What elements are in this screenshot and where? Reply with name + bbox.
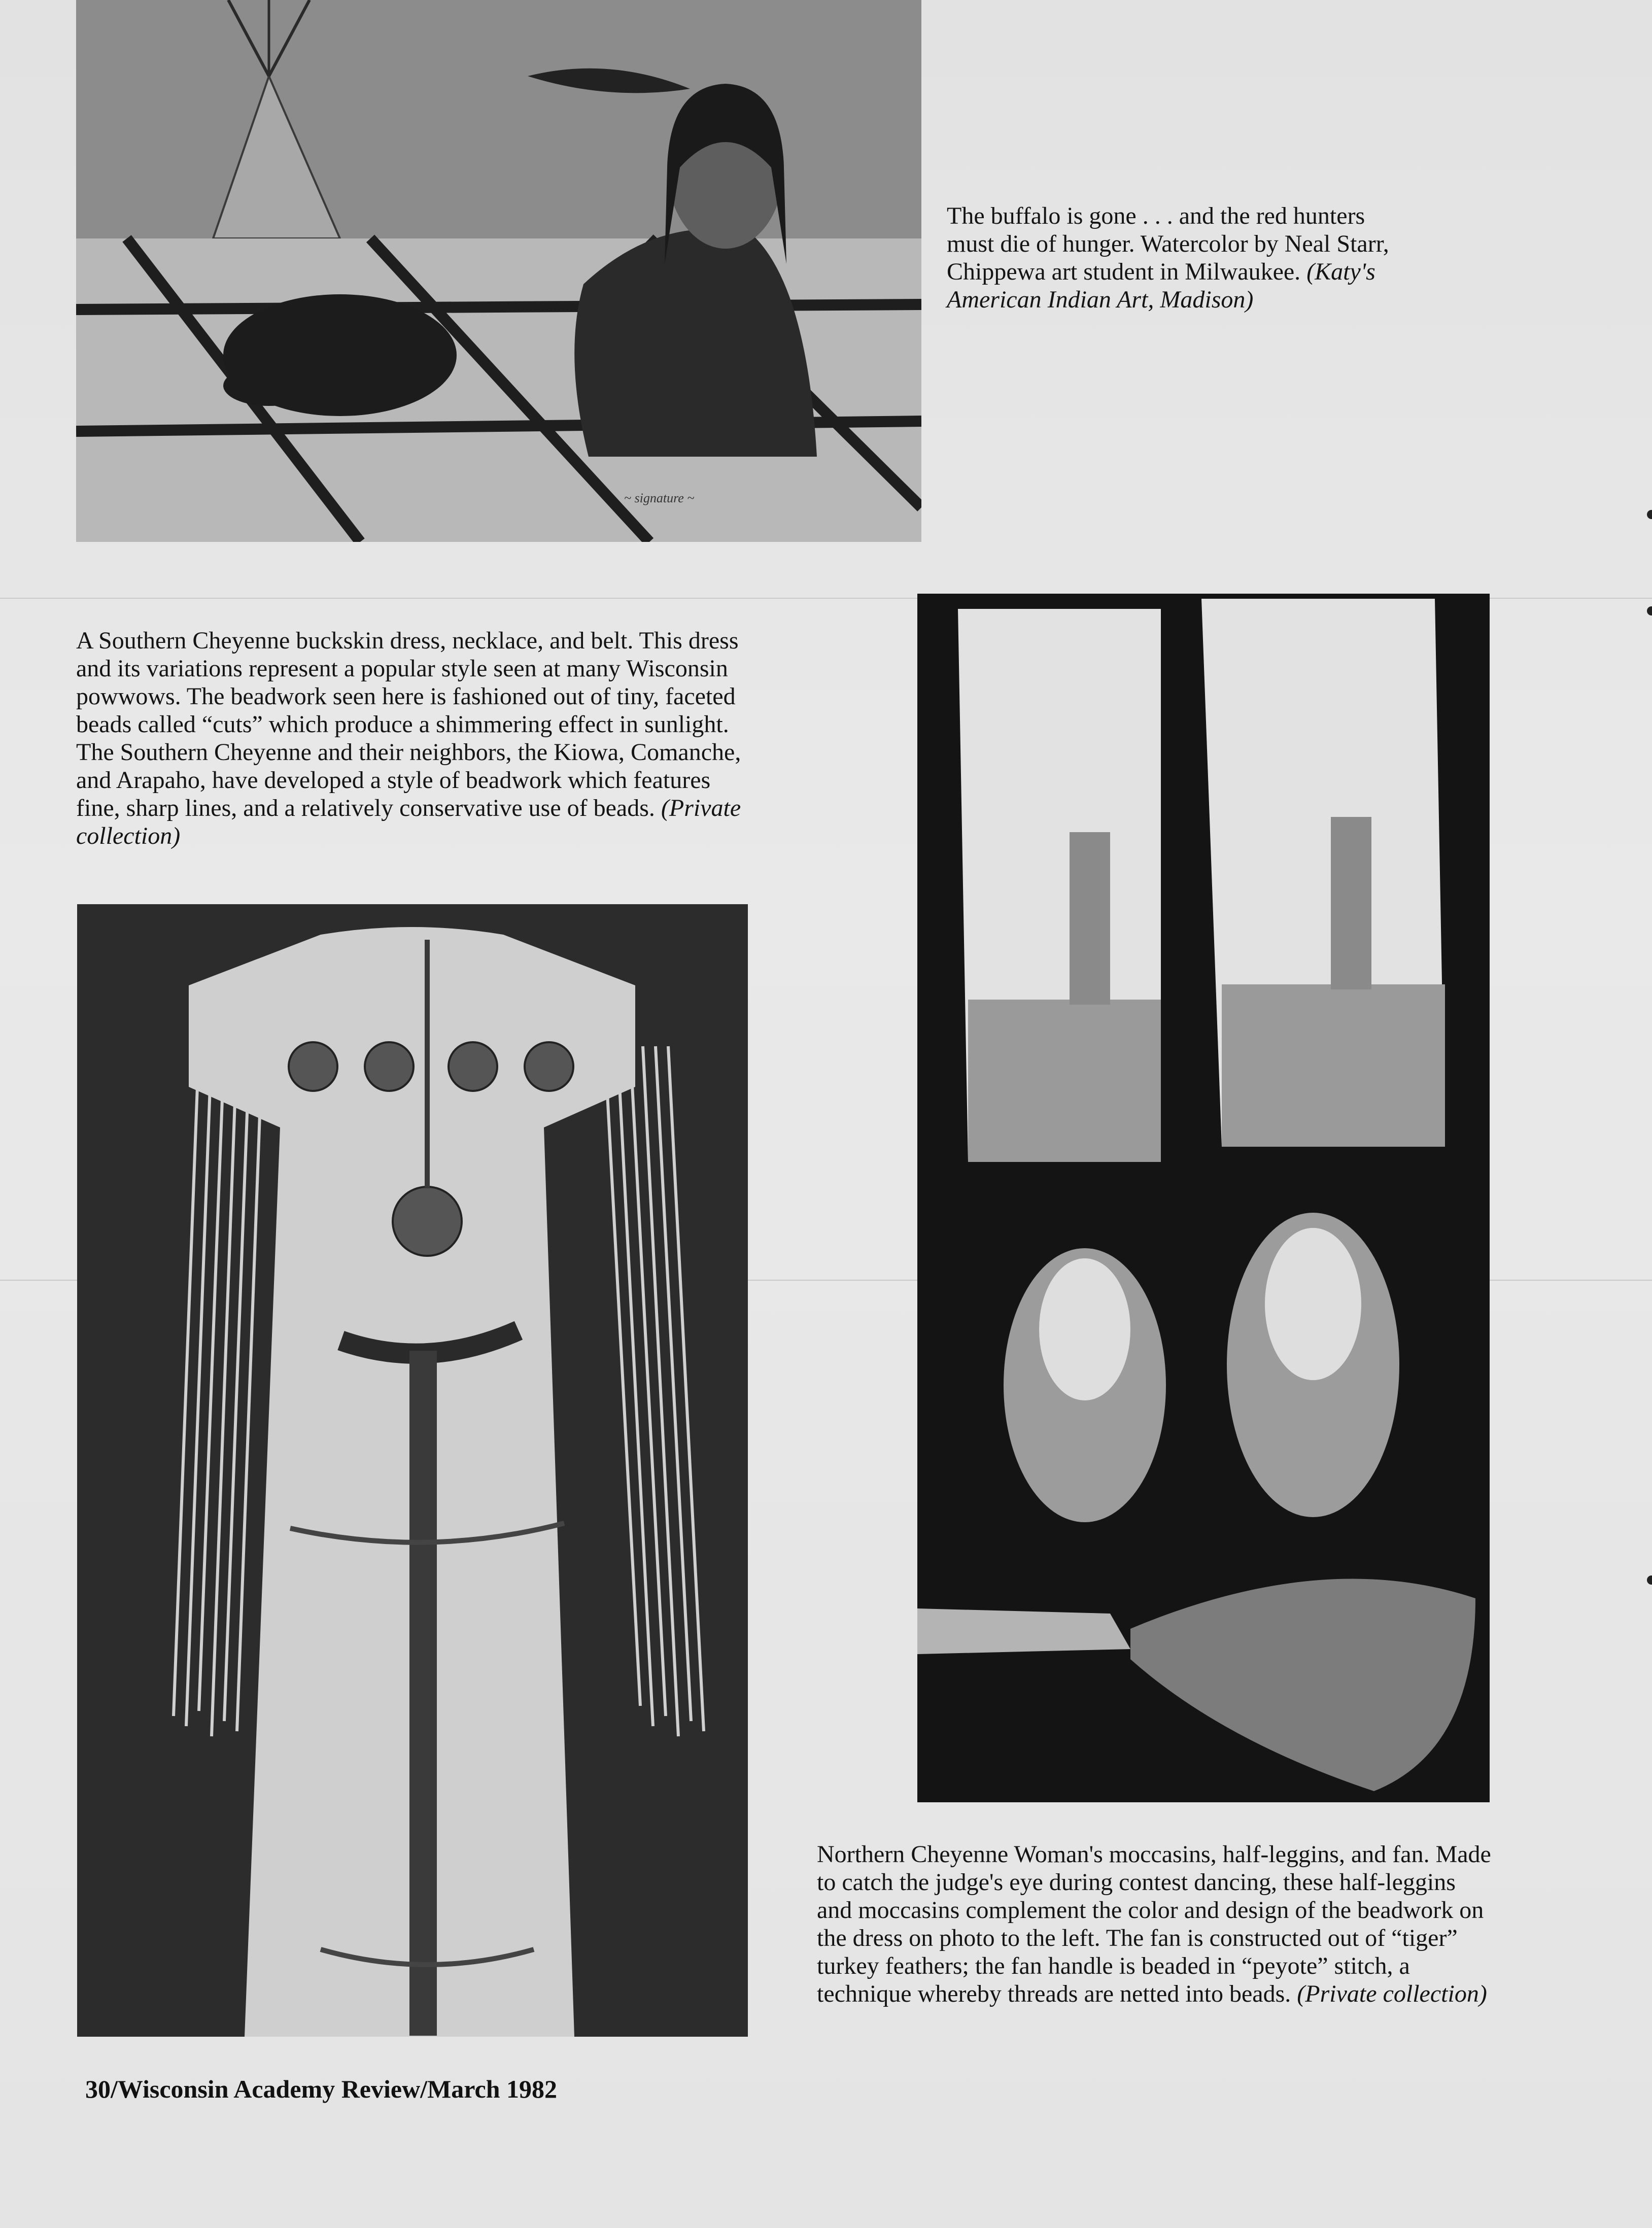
binding-hole [1647,510,1652,519]
page-footer: 30/Wisconsin Academy Review/March 1982 [85,2075,558,2103]
binding-hole [1647,1575,1652,1585]
moccasins-caption [817,1840,1497,2008]
binding-hole [1647,606,1652,615]
painting-caption-text: The buffalo is gone . . . and the red hunters must die of hunger. Watercolor by Neal Starr, Chippewa art student in Milwaukee. [947,202,1389,285]
moccasins-caption-credit: (Private collection) [1297,1980,1487,2007]
moccasins-leggins-fan-photo [917,594,1490,1802]
svg-text:~ signature ~: ~ signature ~ [624,491,695,505]
dress-caption-credit: (Private collection) [76,795,741,849]
moccasins-caption-text: Northern Cheyenne Woman's moccasins, half-leggins, and fan. Made to catch the judge's eye during contest dancing, these half-leggins and moccasins complement the color and design of the beadwork on the dress on photo to the left. The fan is constructed out of “tiger” turkey feathers; the fan handle is beaded in “peyote” stitch, a technique whereby threads are netted into beads. [817,1841,1491,2007]
painting-caption-credit: (Katy's American Indian Art, Madison) [947,258,1375,313]
dress-caption [76,627,751,850]
dress-caption-text: A Southern Cheyenne buckskin dress, necklace, and belt. This dress and its variations represent a popular style seen at many Wisconsin powwows. The beadwork seen here is fashioned out of tiny, faceted beads called “cuts” which produce a shimmering effect in sunlight. The Southern Cheyenne and their neighbors, the Kiowa, Comanche, and Arapaho, have developed a style of beadwork which features fine, sharp lines, and a relatively conservative use of beads. [76,627,741,821]
buckskin-dress-photo [77,904,748,2037]
painting-caption [947,202,1403,314]
painting-photo [76,0,921,542]
